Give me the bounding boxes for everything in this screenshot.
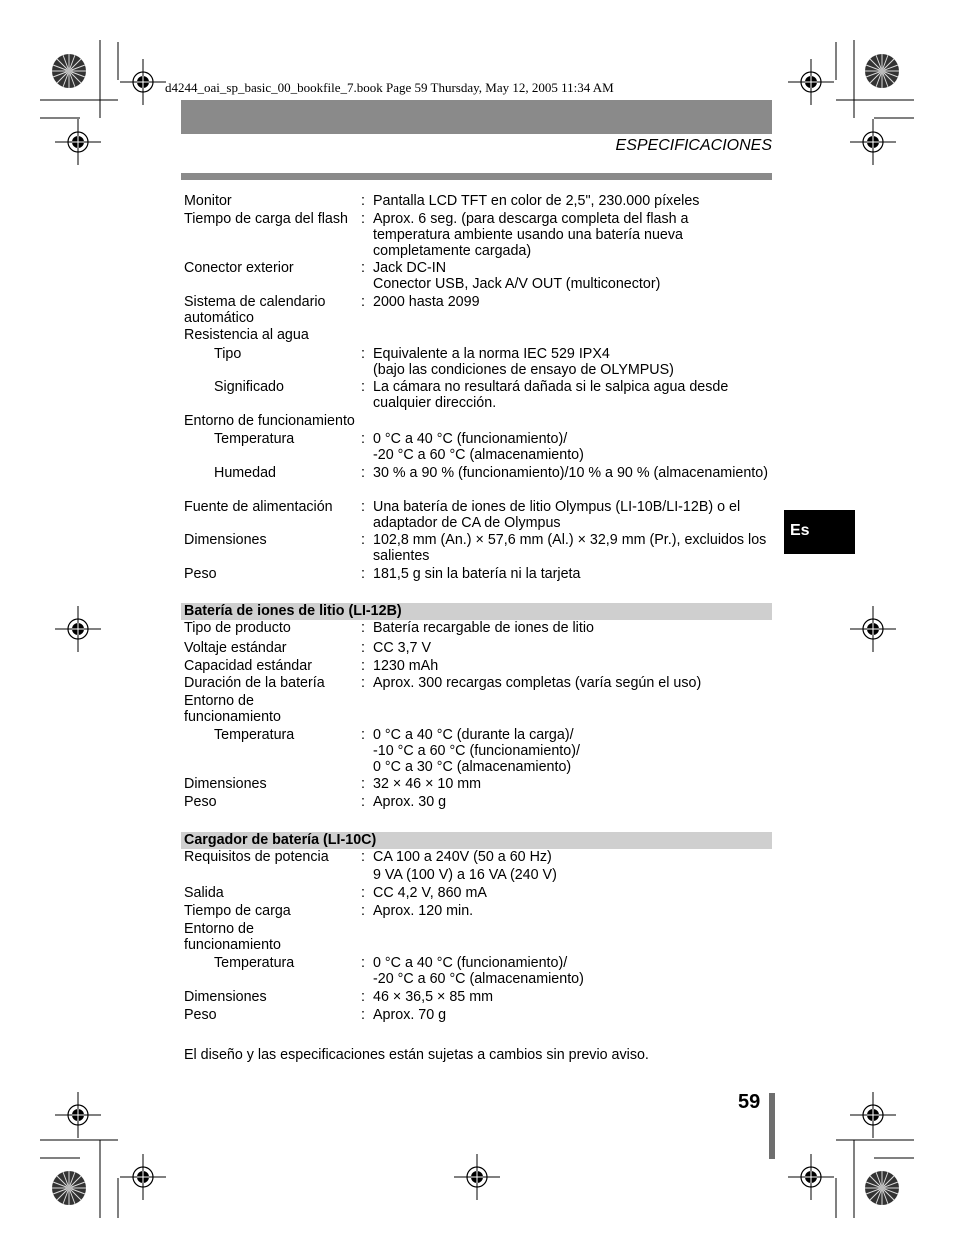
spec-label: Sistema de calendario automático xyxy=(184,294,326,326)
registration-mark xyxy=(120,1154,166,1200)
registration-mark xyxy=(55,1092,101,1138)
registration-mark xyxy=(850,1092,896,1138)
colon: : xyxy=(361,211,365,227)
spec-value-line: -10 °C a 60 °C (funcionamiento)/ xyxy=(373,743,580,759)
spec-label: Dimensiones xyxy=(184,989,267,1005)
spec-value: La cámara no resultará dañada si le salpica agua desde cualquier dirección. xyxy=(373,379,729,411)
spec-value: 46 × 36,5 × 85 mm xyxy=(373,989,494,1005)
colon: : xyxy=(361,776,365,792)
spec-label: Entorno de funcionamiento xyxy=(184,413,355,429)
registration-mark xyxy=(850,606,896,652)
colon: : xyxy=(361,727,365,743)
language-tab-label: Es xyxy=(790,522,810,539)
spec-value-line: Conector USB, Jack A/V OUT (multiconector) xyxy=(373,276,661,292)
spec-value: 181,5 g sin la batería ni la tarjeta xyxy=(373,566,581,582)
spec-label: Duración de la batería xyxy=(184,675,325,691)
spec-label: Temperatura xyxy=(214,727,295,743)
spec-value: 1230 mAh xyxy=(373,658,439,674)
spec-label: Dimensiones xyxy=(184,532,267,548)
colon: : xyxy=(361,885,365,901)
spec-label: Significado xyxy=(214,379,284,395)
colon: : xyxy=(361,675,365,691)
spec-label: Tiempo de carga xyxy=(184,903,291,919)
spec-label: Conector exterior xyxy=(184,260,294,276)
colon: : xyxy=(361,346,365,362)
spec-value-line: (bajo las condiciones de ensayo de OLYMPUS) xyxy=(373,362,674,378)
colon: : xyxy=(361,658,365,674)
spec-value: CC 4,2 V, 860 mA xyxy=(373,885,487,901)
spec-value-line: -20 °C a 60 °C (almacenamiento) xyxy=(373,447,584,463)
color-target-mark xyxy=(865,54,899,88)
colon: : xyxy=(361,532,365,548)
spec-label: Peso xyxy=(184,1007,217,1023)
registration-mark xyxy=(55,606,101,652)
colon: : xyxy=(361,379,365,395)
spec-label: Dimensiones xyxy=(184,776,267,792)
spec-label: Temperatura xyxy=(214,955,295,971)
spec-label: Tipo de producto xyxy=(184,620,291,636)
spec-value-line: 0 °C a 40 °C (funcionamiento)/ xyxy=(373,431,568,447)
colon: : xyxy=(361,989,365,1005)
spec-value-line: Equivalente a la norma IEC 529 IPX4 xyxy=(373,346,610,362)
colon: : xyxy=(361,1007,365,1023)
spec-label: Voltaje estándar xyxy=(184,640,287,656)
color-target-mark xyxy=(52,54,86,88)
spec-label: Entorno de funcionamiento xyxy=(184,921,281,953)
spec-value-line: 0 °C a 40 °C (durante la carga)/ xyxy=(373,727,574,743)
spec-label: Temperatura xyxy=(214,431,295,447)
book-file-line: d4244_oai_sp_basic_00_bookfile_7.book Page 59 Thursday, May 12, 2005 11:34 AM xyxy=(165,80,614,95)
colon: : xyxy=(361,465,365,481)
section-title: ESPECIFICACIONES xyxy=(615,137,772,154)
spec-label: Monitor xyxy=(184,193,232,209)
spec-label: Resistencia al agua xyxy=(184,327,309,343)
spec-value: Aprox. 30 g xyxy=(373,794,447,810)
page-number: 59 xyxy=(738,1091,761,1113)
spec-value: Aprox. 300 recargas completas (varía según el uso) xyxy=(373,675,702,691)
spec-value: 102,8 mm (An.) × 57,6 mm (Al.) × 32,9 mm (Pr.), excluidos los salientes xyxy=(373,532,767,564)
section-heading-text: Cargador de batería (LI-10C) xyxy=(184,832,377,848)
colon: : xyxy=(361,566,365,582)
spec-value: Aprox. 70 g xyxy=(373,1007,447,1023)
colon: : xyxy=(361,499,365,515)
colon: : xyxy=(361,794,365,810)
spec-label: Capacidad estándar xyxy=(184,658,312,674)
color-target-mark xyxy=(865,1171,899,1205)
colon: : xyxy=(361,260,365,276)
spec-value-line: Jack DC-IN xyxy=(373,260,447,276)
spec-value-line: 9 VA (100 V) a 16 VA (240 V) xyxy=(373,867,557,883)
spec-label: Entorno de funcionamiento xyxy=(184,693,281,725)
spec-label: Salida xyxy=(184,885,224,901)
colon: : xyxy=(361,431,365,447)
spec-label: Peso xyxy=(184,794,217,810)
spec-value-line: CA 100 a 240V (50 a 60 Hz) xyxy=(373,849,552,865)
spec-value-line: 0 °C a 40 °C (funcionamiento)/ xyxy=(373,955,568,971)
registration-mark xyxy=(788,1154,834,1200)
section-heading-text: Batería de iones de litio (LI-12B) xyxy=(184,603,402,619)
spec-value: Aprox. 6 seg. (para descarga completa del flash a temperatura ambiente usando una batería nueva completamente cargada) xyxy=(373,211,689,259)
spec-label: Tiempo de carga del flash xyxy=(184,211,348,227)
spec-label: Tipo xyxy=(214,346,242,362)
spec-label: Peso xyxy=(184,566,217,582)
spec-value: 2000 hasta 2099 xyxy=(373,294,480,310)
spec-value: Aprox. 120 min. xyxy=(373,903,474,919)
spec-label: Fuente de alimentación xyxy=(184,499,333,515)
colon: : xyxy=(361,620,365,636)
spec-value: 30 % a 90 % (funcionamiento)/10 % a 90 % (almacenamiento) xyxy=(373,465,768,481)
registration-mark xyxy=(55,119,101,165)
spec-value: 32 × 46 × 10 mm xyxy=(373,776,482,792)
spec-value: Pantalla LCD TFT en color de 2,5", 230.000 píxeles xyxy=(373,193,700,209)
spec-value-line: -20 °C a 60 °C (almacenamiento) xyxy=(373,971,584,987)
color-target-mark xyxy=(52,1171,86,1205)
registration-mark xyxy=(850,119,896,165)
registration-mark xyxy=(120,59,166,105)
spec-value-line: 0 °C a 30 °C (almacenamiento) xyxy=(373,759,572,775)
spec-label: Humedad xyxy=(214,465,276,481)
registration-mark xyxy=(788,59,834,105)
spec-value: Batería recargable de iones de litio xyxy=(373,620,594,636)
colon: : xyxy=(361,193,365,209)
colon: : xyxy=(361,640,365,656)
registration-mark xyxy=(454,1154,500,1200)
spec-value: CC 3,7 V xyxy=(373,640,432,656)
footer-note: El diseño y las especificaciones están sujetas a cambios sin previo aviso. xyxy=(184,1047,649,1063)
colon: : xyxy=(361,294,365,310)
colon: : xyxy=(361,955,365,971)
colon: : xyxy=(361,903,365,919)
spec-label: Requisitos de potencia xyxy=(184,849,329,865)
colon: : xyxy=(361,849,365,865)
spec-value: Una batería de iones de litio Olympus (LI-10B/LI-12B) o el adaptador de CA de Olympus xyxy=(373,499,741,531)
crop-lines xyxy=(40,40,914,1218)
